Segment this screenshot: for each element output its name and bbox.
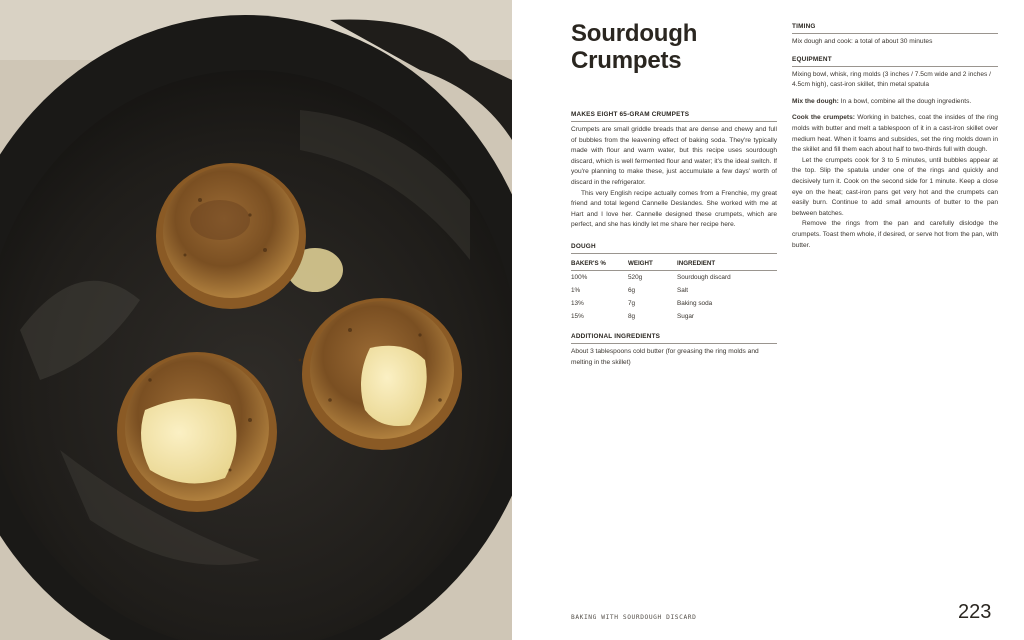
cook-text: Working in batches, coat the insides of the ring molds with butter and melt a tablespoon of it in a cast-iron skillet over medium heat. When it foams and subsides, set the ring molds down in the skillet and fill them each about half to two-thirds full with dough.	[792, 114, 998, 154]
cell-weight: 6g	[628, 286, 636, 294]
intro-paragraph-1: Crumpets are small griddle breads that are dense and chewy and full of bubbles from the leavening effect of baking soda. They're typically made with flour and warm water, but this recipe uses sourdough discard, which is well fermented flour and water; it's the ideal switch. If you're planning to make these, just accumulate a few days' worth of discard in the refrigerator.	[571, 126, 777, 186]
cell-weight: 7g	[628, 299, 636, 307]
recipe-title	[571, 20, 697, 74]
table-header-row	[571, 257, 777, 271]
right-column	[792, 23, 998, 251]
yield-heading: MAKES EIGHT 65-GRAM CRUMPETS	[571, 111, 777, 122]
intro-text	[571, 125, 777, 231]
timing-heading: TIMING	[792, 23, 998, 34]
cell-percent: 13%	[571, 299, 584, 307]
cook-step	[792, 113, 998, 251]
cook-paragraph-2: Let the crumpets cook for 3 to 5 minutes, until bubbles appear at the top. Slip the spatula under one of the rings and quickly and decisively turn it. Cook on the second side for 1 minute. Keep a close eye on the heat; cast-iron pans get very hot and the crumpets can easily burn. Continue to add small amounts of butter to the pan between batches.	[792, 156, 998, 217]
page-number: 223	[958, 601, 992, 623]
table-row	[571, 270, 777, 284]
cell-weight: 8g	[628, 312, 636, 320]
timing-text: Mix dough and cook: a total of about 30 minutes	[792, 38, 933, 45]
mix-label: Mix the dough:	[792, 97, 839, 105]
title-line-1: Sourdough	[571, 20, 698, 47]
recipe-page	[512, 0, 1024, 640]
intro-paragraph-2: This very English recipe actually comes from a Frenchie, my great friend and total legend Cannelle Deslandes. She worked with me at Hart and I love her. Cannelle designed these crumpets, which are perfect, and she has kindly let me share her recipe here.	[571, 189, 777, 229]
cell-ingredient: Sourdough discard	[677, 273, 731, 281]
col-bakers-percent: BAKER'S %	[571, 257, 628, 271]
dough-table	[571, 257, 777, 323]
cell-percent: 1%	[571, 286, 581, 294]
running-footer: BAKING WITH SOURDOUGH DISCARD	[571, 614, 697, 621]
cell-ingredient: Salt	[677, 286, 689, 294]
col-ingredient: INGREDIENT	[677, 257, 777, 271]
additional-ingredients-text: About 3 tablespoons cold butter (for greasing the ring molds and melting in the skillet)	[571, 347, 759, 366]
title-line-2: Crumpets	[571, 47, 682, 74]
left-column	[571, 111, 777, 368]
dough-heading: DOUGH	[571, 243, 777, 254]
table-row	[571, 297, 777, 310]
table-row	[571, 310, 777, 323]
col-weight: WEIGHT	[628, 257, 677, 271]
table-row	[571, 284, 777, 297]
equipment-text: Mixing bowl, whisk, ring molds (3 inches / 7.5cm wide and 2 inches / 4.5cm high), cast-iron skillet, thin metal spatula	[792, 70, 991, 89]
additional-ingredients-heading: ADDITIONAL INGREDIENTS	[571, 333, 777, 344]
cook-label: Cook the crumpets:	[792, 114, 855, 122]
cell-percent: 100%	[571, 273, 588, 281]
mix-text: In a bowl, combine all the dough ingredients.	[838, 97, 972, 105]
cell-weight: 520g	[628, 273, 643, 281]
cell-percent: 15%	[571, 312, 584, 320]
mix-step	[792, 97, 998, 108]
cell-ingredient: Baking soda	[677, 299, 713, 307]
cell-ingredient: Sugar	[677, 312, 695, 320]
cook-paragraph-3: Remove the rings from the pan and carefully dislodge the crumpets. Toast them whole, if desired, or serve hot from the pan, with butter.	[792, 220, 998, 249]
equipment-heading: EQUIPMENT	[792, 56, 998, 67]
